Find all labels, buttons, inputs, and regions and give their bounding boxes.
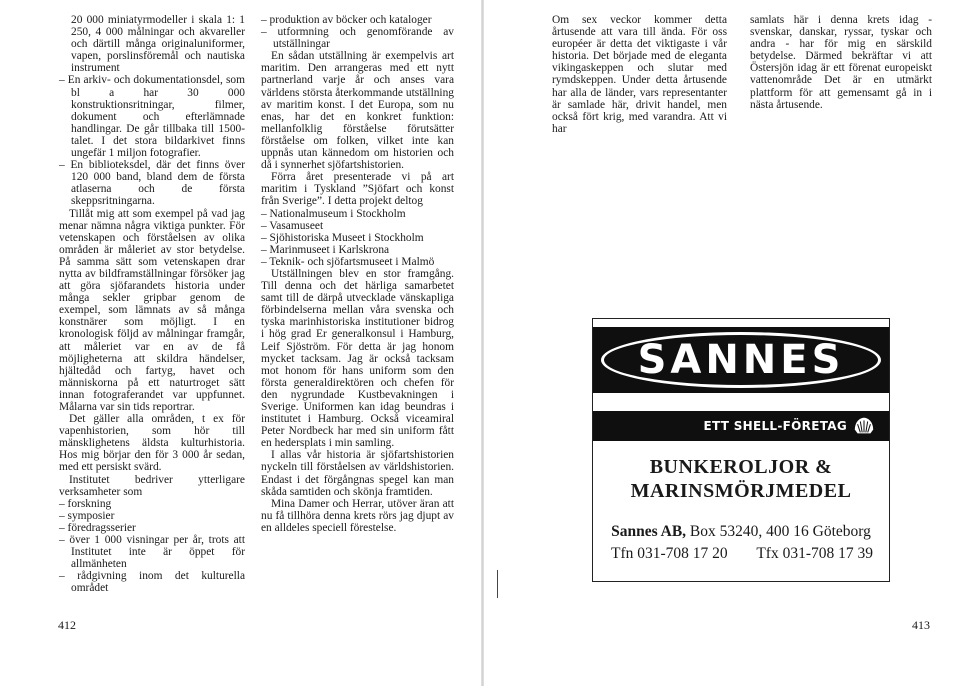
ad-tagline-strip [593,411,889,441]
list-item: – föredragsserier [59,522,245,534]
left-page-column-1 [59,14,245,595]
list-item: – rådgivning inom det kulturella området [59,570,245,594]
paragraph: Det gäller alla områden, t ex för vapenhistorien, som hör till mänsklighetens äldsta kulturhistoria. Hos mig börjar den för 3 000 år sedan, med ett persiskt svärd. [59,413,245,474]
left-page-column-2 [261,14,454,534]
right-page-column-1 [540,14,727,135]
list-item: – utformning och genomförande av utställningar [261,26,454,50]
list-item: – Vasamuseet [261,220,454,232]
list-item: – över 1 000 visningar per år, trots att Institutet inte är öppet för allmänheten [59,534,245,570]
list-item: – En biblioteksdel, där det finns över 120 000 band, bland dem de första atlaserna och de första skeppsritningarna. [59,159,245,207]
list-item: – produktion av böcker och kataloger [261,14,454,26]
paragraph: Om sex veckor kommer detta årtusende att vara till ända. För oss européer är detta det viktigaste i vår historia. Det började med de eleganta vikingaskeppen och slutar med rymdskeppen. Under detta årtusende har alla de länder, vars representanter är samlade här, drivit handel, men också fört krig, med varandra. Att vi har [552,14,727,135]
page-number-right: 413 [912,618,930,632]
list-item: – forskning [59,498,245,510]
ad-phone-number: Tfn 031-708 17 20 [611,545,728,562]
right-page-column-2 [738,14,932,111]
paragraph: En sådan utställning är exempelvis art maritim. Den arrangeras med ett nytt partnerland varje år och anses vara världens största återkommande utställning av maritim konst. I det Europa, som nu enas, har det en konkret funktion: mellanfolklig förståelse förutsätter förståelse om folken, vilket inte kan uppnås utan kännedom om historien och då i synnerhet sjöfartshistorien. [261,50,454,172]
ad-logo-banner [593,327,889,393]
list-item: – En arkiv- och dokumentationsdel, som bl a har 30 000 konstruktionsritningar, filmer, dokument och efterlämnade handlingar. De går tillbaka till 1500-talet. I det stora bildarkivet finns ungefär 1 miljon fotografier. [59,74,245,159]
ad-address [593,523,889,541]
list-item: – symposier [59,510,245,522]
company-logo: SANNES [637,337,845,383]
paragraph: Mina Damer och Herrar, utöver äran att nu få tillhöra denna krets rörs jag djupt av en alldeles speciell förestelse. [261,497,454,534]
ad-headline [593,455,889,503]
page-number-left: 412 [58,618,76,632]
paragraph: Institutet bedriver ytterligare verksamheter som [59,473,245,498]
list-item: – Sjöhistoriska Museet i Stockholm [261,232,454,244]
paragraph: I allas vår historia är sjöfartshistorien nyckeln till förståelsen av världshistorien. Endast i det förgångnas spegel kan man skåda samtiden och skönja framtiden. [261,449,454,498]
list-item: – Nationalmuseum i Stockholm [261,208,454,220]
margin-mark [497,570,498,598]
paragraph: Förra året presenterade vi på art maritim i Tyskland ”Sjöfart och konst från Sverige”. I detta projekt deltog [261,171,454,208]
ad-fax-number: Tfx 031-708 17 39 [756,545,873,562]
ad-logo-oval [601,332,881,388]
ad-postal-address: Box 53240, 400 16 Göteborg [689,523,871,540]
sannes-advertisement [592,318,890,582]
ad-company-name: Sannes AB, [611,523,687,540]
shell-logo-icon [853,415,875,437]
paragraph: 20 000 miniatyrmodeller i skala 1: 1 250, 4 000 målningar och akvareller och därtill många originaluniformer, vapen, porslinsföremål och nautiska instrument [71,14,245,75]
paragraph: samlats här i denna krets idag - svenskar, danskar, ryssar, tyskar och andra - har för mig en särskild betydelse. Därmed bekräftar vi att Östersjön idag är ett förenat europeiskt vattenområde Det är en utmärkt plattform för att gemensamt gå in i nästa årtusende. [750,14,932,111]
list-item: – Marinmuseet i Karlskrona [261,244,454,256]
paragraph: Tillåt mig att som exempel på vad jag menar nämna några viktiga punkter. För vetenskapen och förståelsen av olika områden är måleriet av stor betydelse. På samma sätt som vetenskapen drar nytta av bildframställningar försöker jag att göra sjöfarandets historia under många sekler gripbar genom de exempel, som lämnats av så många konstnärer som möjligt. I en kronologisk följd av målningar framgår, att måleriet var en av de få möjligheterna att skildra händelser, hjältedåd och fartyg, havet och människorna på ett naturtroget sätt innan fotograferandet var uppfunnet. Målarna var sin tids reportrar. [59,207,245,413]
list-item: – Teknik- och sjöfartsmuseet i Malmö [261,256,454,268]
ad-headline-line-1: BUNKEROLJOR & [649,456,833,478]
ad-tagline: ETT SHELL-FÖRETAG [703,419,847,433]
ad-headline-line-2: MARINSMÖRJMEDEL [630,480,852,502]
paragraph: Utställningen blev en stor framgång. Till denna och det härliga samarbetet samt till de därpå utvecklade vänskapliga förbindelserna mellan våra svenska och tyska marinhistoriska institutioner bidrog i hög grad Er generalkonsul i Hamburg, Leif Sjöström. För detta är jag honom mycket tacksam. Jag är också tacksam mot honom för hans uniform som den första generaldirektören och chefen för den nygrundade Kustbevakningen i Sverige. Uniformen kan idag beundras i institutet i Hamburg. Också viceamiral Peter Nordbeck har med sin uniform fått en hedersplats i min samling. [261,267,454,450]
